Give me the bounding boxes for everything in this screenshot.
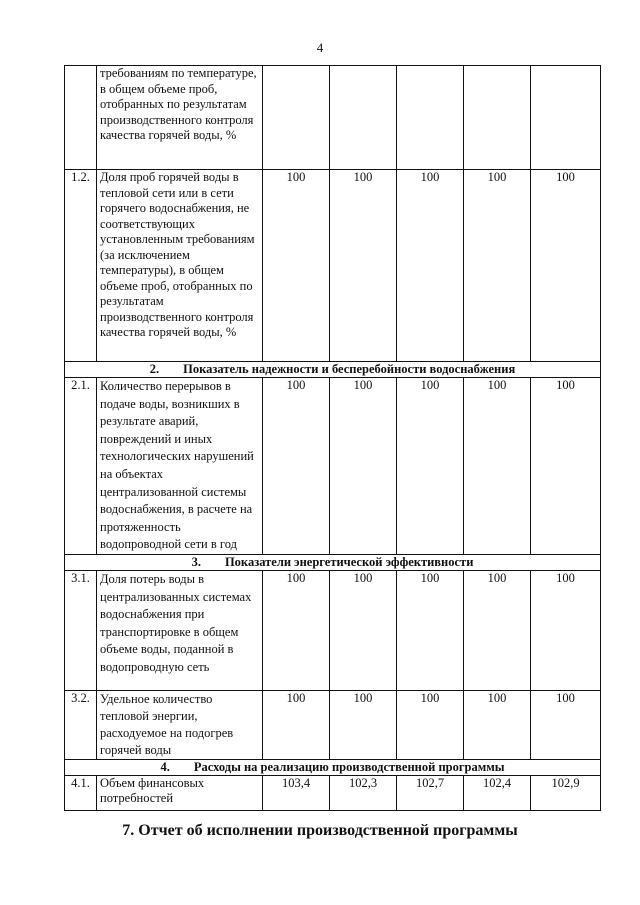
table-row [65,570,601,690]
value-cell [464,66,531,170]
section-number: 4. [160,759,170,774]
value-cell: 100 [330,378,397,555]
row-description: Доля проб горячей воды в тепловой сети или в сети горячего водоснабжения, не соответствующих установленным требованиям (за исключением температуры), в общем объеме проб, отобранных по результатам производственного контроля качества горячей воды, % [97,170,263,362]
table-row [65,66,601,170]
value-cell: 100 [397,170,464,362]
value-cell: 100 [397,690,464,759]
value-cell [397,66,464,170]
table-row [65,775,601,810]
row-description: Доля потерь воды в централизованных системах водоснабжения при транспортировке в общем объеме воды, поданной в водопроводную сеть [97,570,263,690]
section-number: 2. [149,362,160,376]
value-cell [263,66,330,170]
row-number: 1.2. [65,170,97,362]
section-row [65,554,601,570]
section-header [65,554,601,570]
page-number: 4 [316,40,324,55]
value-cell: 100 [531,690,601,759]
value-cell: 100 [531,570,601,690]
section-row [65,362,601,378]
value-cell: 100 [263,170,330,362]
row-description: Количество перерывов в подаче воды, возникших в результате аварий, повреждений и иных технологических нарушений на объектах централизованной системы водоснабжения, в расчете на протяженность водопроводной сети в год [97,378,263,555]
value-cell [531,66,601,170]
value-cell: 100 [330,570,397,690]
indicators-table [64,65,601,811]
value-cell: 100 [464,378,531,555]
value-cell: 100 [464,170,531,362]
table-row [65,378,601,555]
value-cell: 100 [397,570,464,690]
value-cell: 100 [263,690,330,759]
value-cell: 102,9 [531,775,601,810]
value-cell: 102,7 [397,775,464,810]
row-number: 3.2. [65,690,97,759]
section-number: 3. [191,554,201,569]
row-description: Объем финансовых потребностей [97,775,263,810]
row-number: 3.1. [65,570,97,690]
value-cell: 100 [263,378,330,555]
value-cell: 102,3 [330,775,397,810]
value-cell: 100 [263,570,330,690]
row-description: Удельное количество тепловой энергии, расходуемое на подогрев горячей воды [97,690,263,759]
section-header [65,759,601,775]
value-cell: 102,4 [464,775,531,810]
value-cell: 100 [531,378,601,555]
value-cell: 100 [397,378,464,555]
row-number [65,66,97,170]
section-title: Показатели энергетической эффективности [224,554,474,569]
table-row [65,170,601,362]
value-cell: 103,4 [263,775,330,810]
section-title: Показатель надежности и бесперебойности водоснабжения [183,362,516,376]
value-cell: 100 [531,170,601,362]
section-title: Расходы на реализацию производственной программы [193,759,505,774]
section-header [65,362,601,378]
table-row [65,690,601,759]
value-cell: 100 [330,690,397,759]
row-number: 2.1. [65,378,97,555]
section-heading: 7. Отчет об исполнении производственной программы [122,822,518,839]
value-cell: 100 [464,690,531,759]
value-cell: 100 [464,570,531,690]
value-cell: 100 [330,170,397,362]
value-cell [330,66,397,170]
section-row [65,759,601,775]
row-description: требованиям по температуре, в общем объеме проб, отобранных по результатам производственного контроля качества горячей воды, % [97,66,263,170]
row-number: 4.1. [65,775,97,810]
